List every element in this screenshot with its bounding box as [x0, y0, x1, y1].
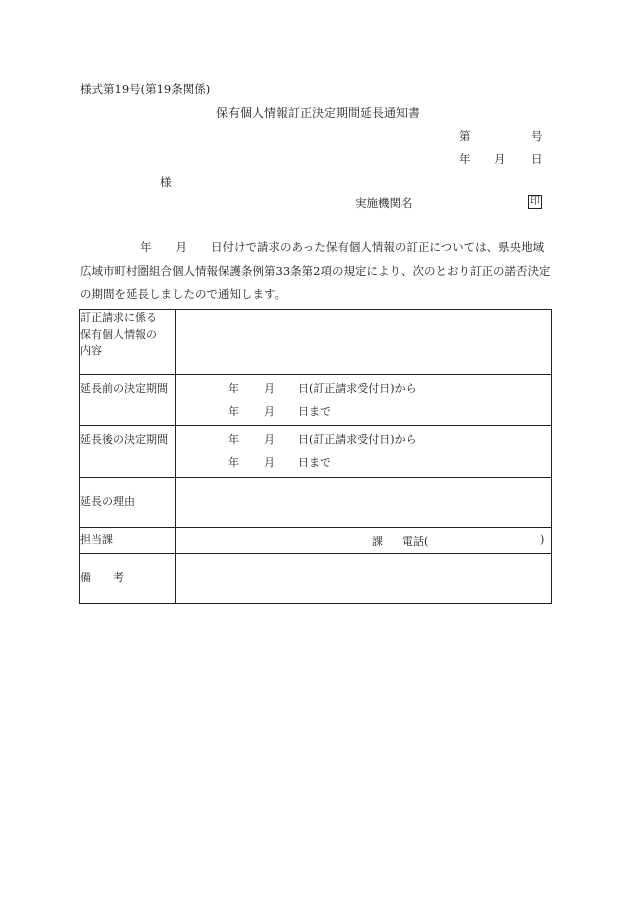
before-from-year: 年	[228, 382, 239, 395]
table-row	[80, 375, 552, 426]
before-from-day: 日(訂正請求受付日)から	[298, 382, 417, 395]
remarks-field[interactable]	[176, 554, 552, 604]
department-ka: 課	[372, 535, 383, 548]
row-label-after: 延長後の決定期間	[80, 426, 176, 478]
after-from-day: 日(訂正請求受付日)から	[298, 433, 417, 446]
before-to-day: 日まで	[298, 405, 331, 418]
before-to-year: 年	[228, 405, 239, 418]
form-number: 様式第19号(第19条関係)	[80, 82, 211, 96]
row-label-reason: 延長の理由	[80, 478, 176, 528]
row-label-content: 訂正請求に係る保有個人情報の内容	[80, 310, 176, 375]
addressee-suffix: 様	[160, 175, 172, 189]
phone-label: 電話(	[402, 535, 429, 548]
body-month-label: 月	[175, 240, 187, 254]
document-title: 保有個人情報訂正決定期間延長通知書	[216, 106, 421, 120]
date-year-label: 年	[459, 152, 471, 166]
body-line-1	[80, 240, 544, 254]
table-row	[80, 426, 552, 478]
phone-close-paren: )	[540, 533, 545, 546]
after-from-year: 年	[228, 433, 239, 446]
row-label-remarks: 備 考	[80, 554, 176, 604]
after-to-day: 日まで	[298, 456, 331, 469]
before-to-month: 月	[264, 405, 275, 418]
before-from-month: 月	[264, 382, 275, 395]
doc-number-prefix: 第	[459, 129, 471, 143]
table-row	[80, 528, 552, 554]
date-month-label: 月	[494, 152, 506, 166]
doc-number-suffix: 号	[531, 129, 543, 143]
table-row	[80, 478, 552, 528]
after-period-field[interactable]	[176, 426, 552, 478]
table-row	[80, 310, 552, 375]
body-line-1-text: 日付けで請求のあった保有個人情報の訂正については、県央地域	[211, 240, 545, 254]
before-period-field[interactable]	[176, 375, 552, 426]
content-field[interactable]	[176, 310, 552, 375]
body-line-2: 広域市町村圏組合個人情報保護条例第33条第2項の規定により、次のとおり訂正の諾否決定	[80, 264, 551, 278]
seal-mark: 印	[530, 196, 540, 207]
department-field[interactable]	[176, 528, 552, 554]
body-year-label: 年	[140, 240, 152, 254]
row-label-department: 担当課	[80, 528, 176, 554]
reason-field[interactable]	[176, 478, 552, 528]
table-row	[80, 554, 552, 604]
after-from-month: 月	[264, 433, 275, 446]
body-line-3: の期間を延長しましたので通知します。	[80, 287, 287, 301]
row-label-before: 延長前の決定期間	[80, 375, 176, 426]
agency-name-label: 実施機関名	[355, 196, 413, 210]
after-to-month: 月	[264, 456, 275, 469]
after-to-year: 年	[228, 456, 239, 469]
date-day-label: 日	[531, 152, 543, 166]
form-table	[79, 309, 552, 604]
